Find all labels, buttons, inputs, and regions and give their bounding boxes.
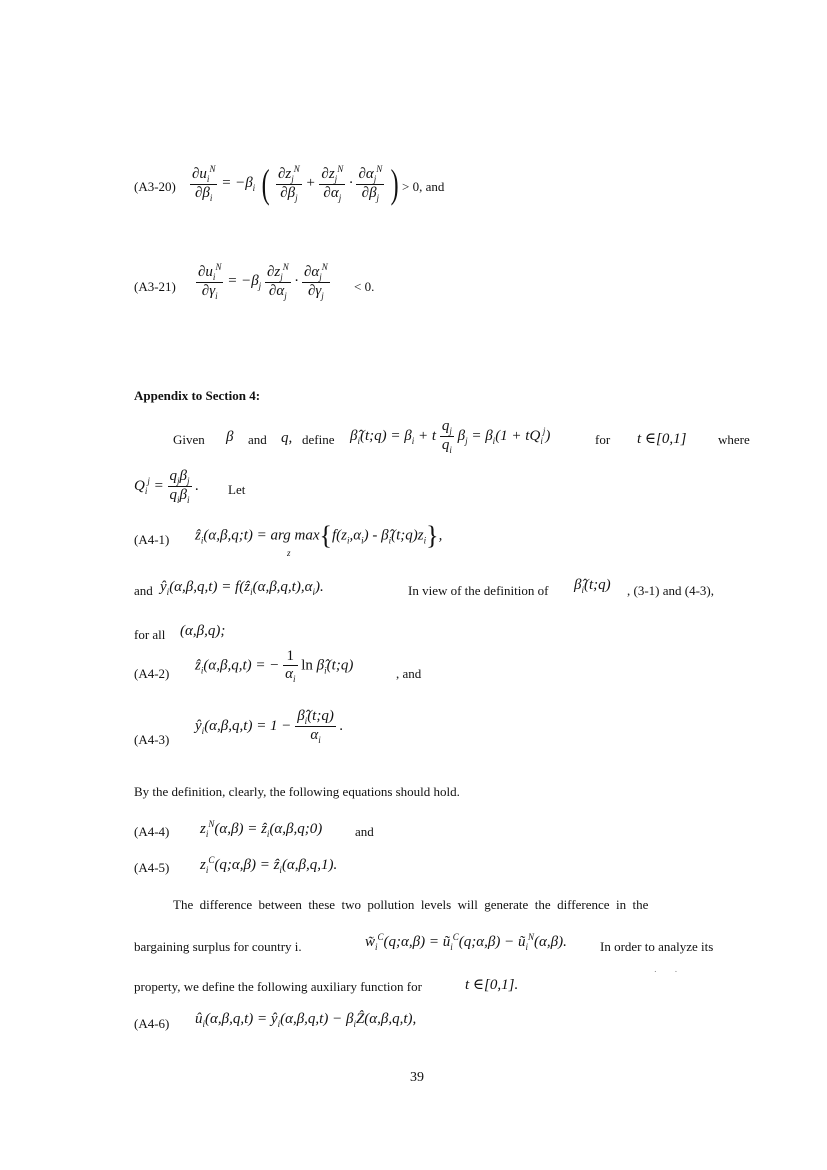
property-text: property, we define the following auxiliary function for: [134, 979, 422, 994]
given-text: Given: [173, 432, 205, 447]
beta-hat-definition: $\betâ_i(t;q) = \beta_i + t$ $\frac{q_j}{q_i}$ $\beta_j = \beta_i(1 + tQ_i^j)$: [350, 418, 551, 455]
where-text: where: [718, 432, 750, 447]
t-range-2: t ∈[0,1].: [465, 977, 519, 993]
for-all-text: for all: [134, 627, 166, 642]
eq-a4-2-label: (A4-2): [134, 666, 170, 681]
argmax-subscript: z: [287, 548, 291, 558]
eq-a3-20-label: (A3-20): [134, 179, 176, 194]
q-symbol: q,: [281, 430, 293, 446]
page-number: 39: [410, 1070, 424, 1085]
eq-a4-3: $ŷ_i(\alpha,\beta,q,t) = 1$ − $\frac{\betâ_i(t;q)}{\alpha_i}$ .: [195, 708, 344, 745]
eq-a4-6: $û_i(\alpha,\beta,q,t)$ = $ŷ_i(\alpha,\beta,q,t)$ − $\beta_iẐ(\alpha,\beta,q,t)$,: [195, 1011, 417, 1029]
difference-text-1: The difference between these two pollution levels will generate the difference in the: [173, 897, 649, 912]
t-range: t ∈[0,1]: [637, 431, 687, 447]
q-ratio-definition: $Q_i^j$ = $\frac{q_j\beta_j}{q_i\beta_i}$ .: [134, 468, 200, 505]
define-text: define: [302, 432, 335, 447]
eq-a4-6-label: (A4-6): [134, 1016, 170, 1031]
refs-text: , (3-1) and (4-3),: [627, 583, 714, 598]
appendix-heading: Appendix to Section 4:: [134, 388, 261, 403]
eq-a4-5: $z_i^C(q;\alpha,\beta)$ = $ẑ_i(\alpha,\beta,q,1)$.: [200, 855, 338, 875]
eq-a4-1-label: (A4-1): [134, 532, 170, 547]
eq-a4-2-tail: , and: [396, 666, 422, 681]
eq-a4-5-label: (A4-5): [134, 860, 170, 875]
in-order-text: In order to analyze its: [600, 939, 714, 954]
eq-a4-4: $z_i^N(\alpha,\beta)$ = $ẑ_i(\alpha,\beta,q;0)$: [200, 819, 323, 839]
and-prefix-text: and: [134, 583, 153, 598]
let-text: Let: [228, 482, 246, 497]
and-text: and: [248, 432, 267, 447]
eq-a3-21: $\frac{\partial u_i^N}{\partial\gamma_i}$ = $-\beta_j$ $\frac{\partial z_j^N}{\partial\alpha_j}$ · $\frac{\partial\alpha_j^N}{\partial\gamma_j}$: [198, 262, 328, 301]
eq-a4-1: $ẑ_i(\alpha,\beta,q;t)$ = arg $\max\{f(z_i,\alpha_i)$ - $\betâ_i(t;q)z_i$},: [195, 521, 443, 550]
eq-a3-20: $\frac{\partial u_i^N}{\partial\beta_i}$ = $-\beta_i$ ( $\frac{\partial z_j^N}{\partial\beta_j}$ + $\frac{\partial z_j^N}{\partial\alpha_j}$ · $\frac{\partial\alpha_j^N}{\partial\beta_j}$ ): [192, 161, 399, 206]
by-definition-text: By the definition, clearly, the following equations should hold.: [134, 784, 460, 799]
eq-a3-21-rel: < 0.: [354, 279, 375, 294]
in-view-text: In view of the definition of: [408, 583, 549, 598]
for-all-args: (α,β,q);: [180, 623, 226, 639]
scan-artifact: ․ ․: [654, 965, 678, 974]
y-hat-definition: $ŷ_i(\alpha,\beta,q,t)$ = $f(ẑ_i(\alpha,\beta,q,t),\alpha_i)$.: [160, 579, 324, 597]
w-tilde-definition: $w̃_i^C(q;\alpha,\beta)$ = $ũ_i^C(q;\alpha,\beta)$ − $ũ_i^N(\alpha,\beta)$.: [365, 932, 567, 952]
eq-a3-20-rel: > 0, and: [402, 179, 445, 194]
beta-symbol: β: [226, 429, 234, 445]
eq-a3-21-label: (A3-21): [134, 279, 176, 294]
eq-a4-4-label: (A4-4): [134, 824, 170, 839]
bargaining-text: bargaining surplus for country i.: [134, 939, 302, 954]
eq-a4-4-tail: and: [355, 824, 374, 839]
eq-a4-3-label: (A4-3): [134, 732, 170, 747]
for-text: for: [595, 432, 611, 447]
beta-hat-symbol: $\betâ_i(t;q)$: [574, 577, 611, 595]
eq-a4-2: $ẑ_i(\alpha,\beta,q,t)$ = − $\frac{1}{\alpha_i}$ $\ln \betâ_i(t;q)$: [195, 648, 354, 684]
